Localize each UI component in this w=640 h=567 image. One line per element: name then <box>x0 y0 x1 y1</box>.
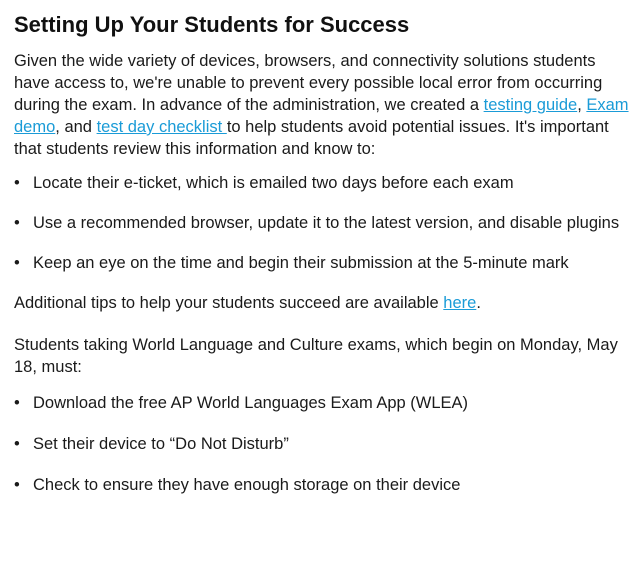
list-item: • Set their device to “Do Not Disturb” <box>14 435 289 453</box>
intro-text-end: to help students avoid potential issues. It's important that students review this information and know to: <box>14 118 609 158</box>
bullet-icon: • <box>14 214 20 232</box>
bullet-icon: • <box>14 435 20 453</box>
bullet-icon: • <box>14 174 20 192</box>
bullet-icon: • <box>14 476 20 494</box>
list-item: • Locate their e-ticket, which is emailed two days before each exam <box>14 174 514 192</box>
wlc-requirements-list <box>14 392 630 496</box>
bullet-icon: • <box>14 254 20 272</box>
testing-guide-link[interactable]: testing guide <box>483 96 578 114</box>
intro-paragraph: Given the wide variety of devices, browsers, and connectivity solutions students have access to, we're unable to prevent every possible local error from occurring during the exam. In advance of the administration, we created a testing guide, Exam demo, and test day checklist to help students avoid potential issues. It's important that students review this information and know to: <box>14 52 629 158</box>
list-item: • Download the free AP World Languages Exam App (WLEA) <box>14 394 469 412</box>
list-item: • Check to ensure they have enough storage on their device <box>14 476 461 494</box>
test-day-checklist-link[interactable]: test day checklist <box>96 118 227 136</box>
intro-text: Given the wide variety of devices, browsers, and connectivity solutions students have access to, we're unable to prevent every possible local error from occurring during the exam. In advance of the administration, we created a <box>14 52 603 114</box>
page-title: Setting Up Your Students for Success <box>14 12 410 37</box>
tips-here-link[interactable]: here <box>443 294 477 312</box>
tips-paragraph: Additional tips to help your students succeed are available here. <box>14 294 481 312</box>
list-item: • Keep an eye on the time and begin their submission at the 5-minute mark <box>14 254 569 272</box>
wlc-intro-paragraph: Students taking World Language and Culture exams, which begin on Monday, May 18, must: <box>14 336 618 376</box>
general-requirements-list <box>14 172 630 274</box>
exam-demo-link[interactable]: Exam demo <box>14 96 629 136</box>
bullet-icon: • <box>14 394 20 412</box>
list-item: • Use a recommended browser, update it to the latest version, and disable plugins <box>14 214 620 232</box>
